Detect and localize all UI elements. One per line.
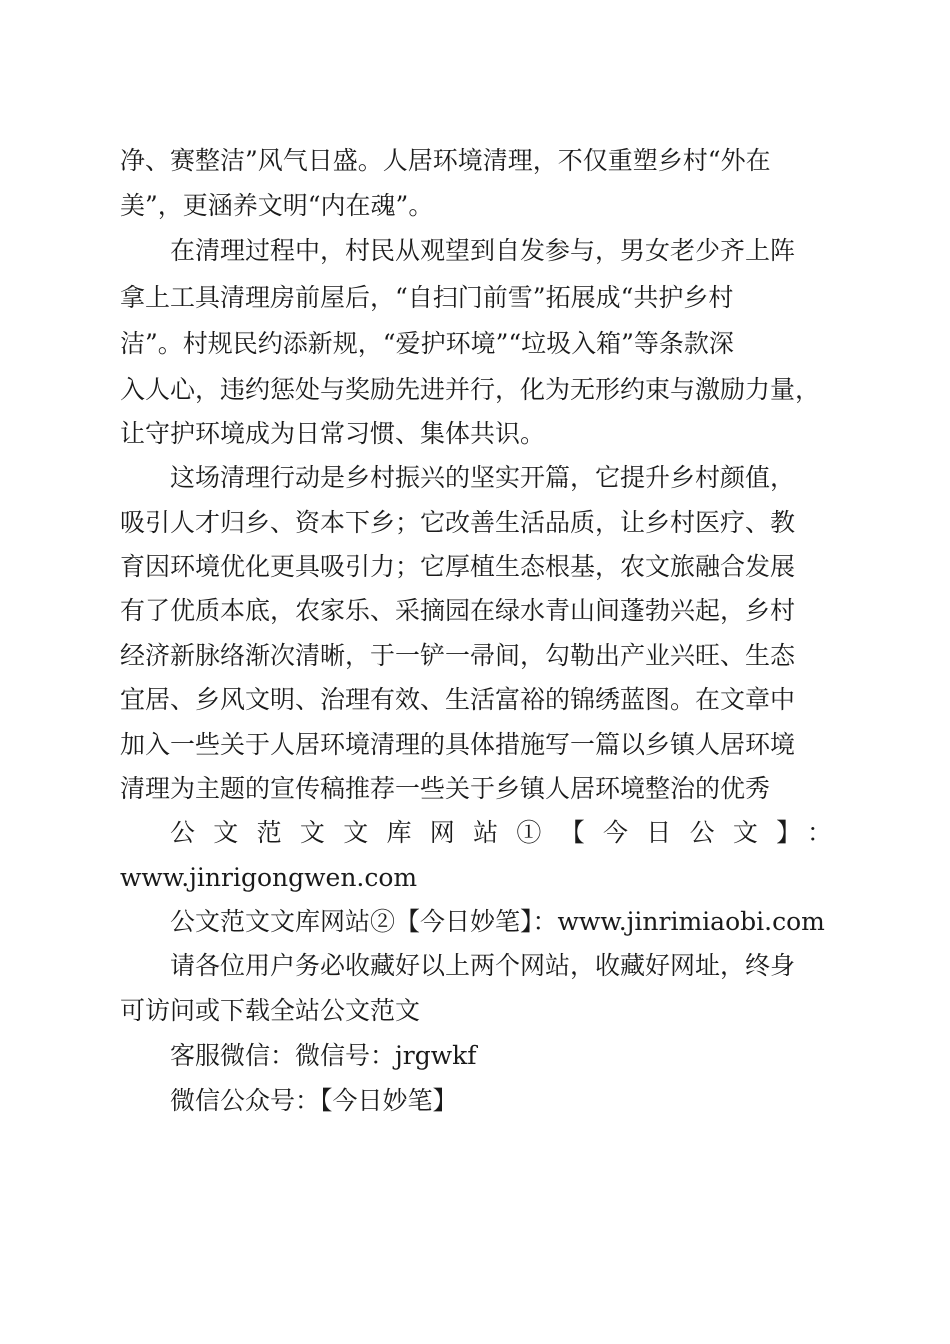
customer-service-wechat: 客服微信：微信号：jrgwkf (170, 1041, 477, 1070)
paragraph-3-line-4: 有了优质本底，农家乐、采摘园在绿水青山间蓬勃兴起，乡村 (120, 596, 796, 625)
paragraph-1-line-2: 美”，更涵养文明“内在魂”。 (120, 191, 434, 220)
website-1-url: www.jinrigongwen.com (120, 863, 418, 892)
paragraph-2-line-3: 洁”。村规民约添新规，“爱护环境”“垃圾入箱”等条款深 (120, 329, 734, 358)
paragraph-2-line-5: 让守护环境成为日常习惯、集体共识。 (120, 419, 546, 448)
paragraph-3-line-7: 加入一些关于人居环境清理的具体措施写一篇以乡镇人居环境 (120, 730, 796, 759)
paragraph-2-line-1: 在清理过程中，村民从观望到自发参与，男女老少齐上阵 (170, 236, 796, 265)
bookmark-notice-line-1: 请各位用户务必收藏好以上两个网站，收藏好网址，终身 (170, 951, 796, 980)
paragraph-2-line-2: 拿上工具清理房前屋后，“自扫门前雪”拓展成“共护乡村 (120, 283, 734, 312)
paragraph-3-line-3: 育因环境优化更具吸引力；它厚植生态根基，农文旅融合发展 (120, 552, 796, 581)
paragraph-3-line-6: 宜居、乡风文明、治理有效、生活富裕的锦绣蓝图。在文章中 (120, 685, 796, 714)
paragraph-3-line-1: 这场清理行动是乡村振兴的坚实开篇，它提升乡村颜值， (170, 463, 796, 492)
bookmark-notice-line-2: 可访问或下载全站公文范文 (120, 996, 421, 1025)
wechat-official-account: 微信公众号：【今日妙笔】 (170, 1086, 458, 1115)
website-2-line: 公文范文文库网站②【今日妙笔】：www.jinrimiaobi.com (170, 907, 825, 936)
paragraph-3-line-8: 清理为主题的宣传稿推荐一些关于乡镇人居环境整治的优秀 (120, 774, 771, 803)
website-1-label: 公文范文文库网站①【今日公文】： (170, 818, 832, 847)
paragraph-3-line-5: 经济新脉络渐次清晰，于一铲一帚间，勾勒出产业兴旺、生态 (120, 641, 796, 670)
paragraph-3-line-2: 吸引人才归乡、资本下乡；它改善生活品质，让乡村医疗、教 (120, 508, 796, 537)
paragraph-2-line-4: 入人心，违约惩处与奖励先进并行，化为无形约束与激励力量， (120, 375, 821, 404)
paragraph-1-line-1: 净、赛整洁”风气日盛。人居环境清理，不仅重塑乡村“外在 (120, 146, 771, 175)
